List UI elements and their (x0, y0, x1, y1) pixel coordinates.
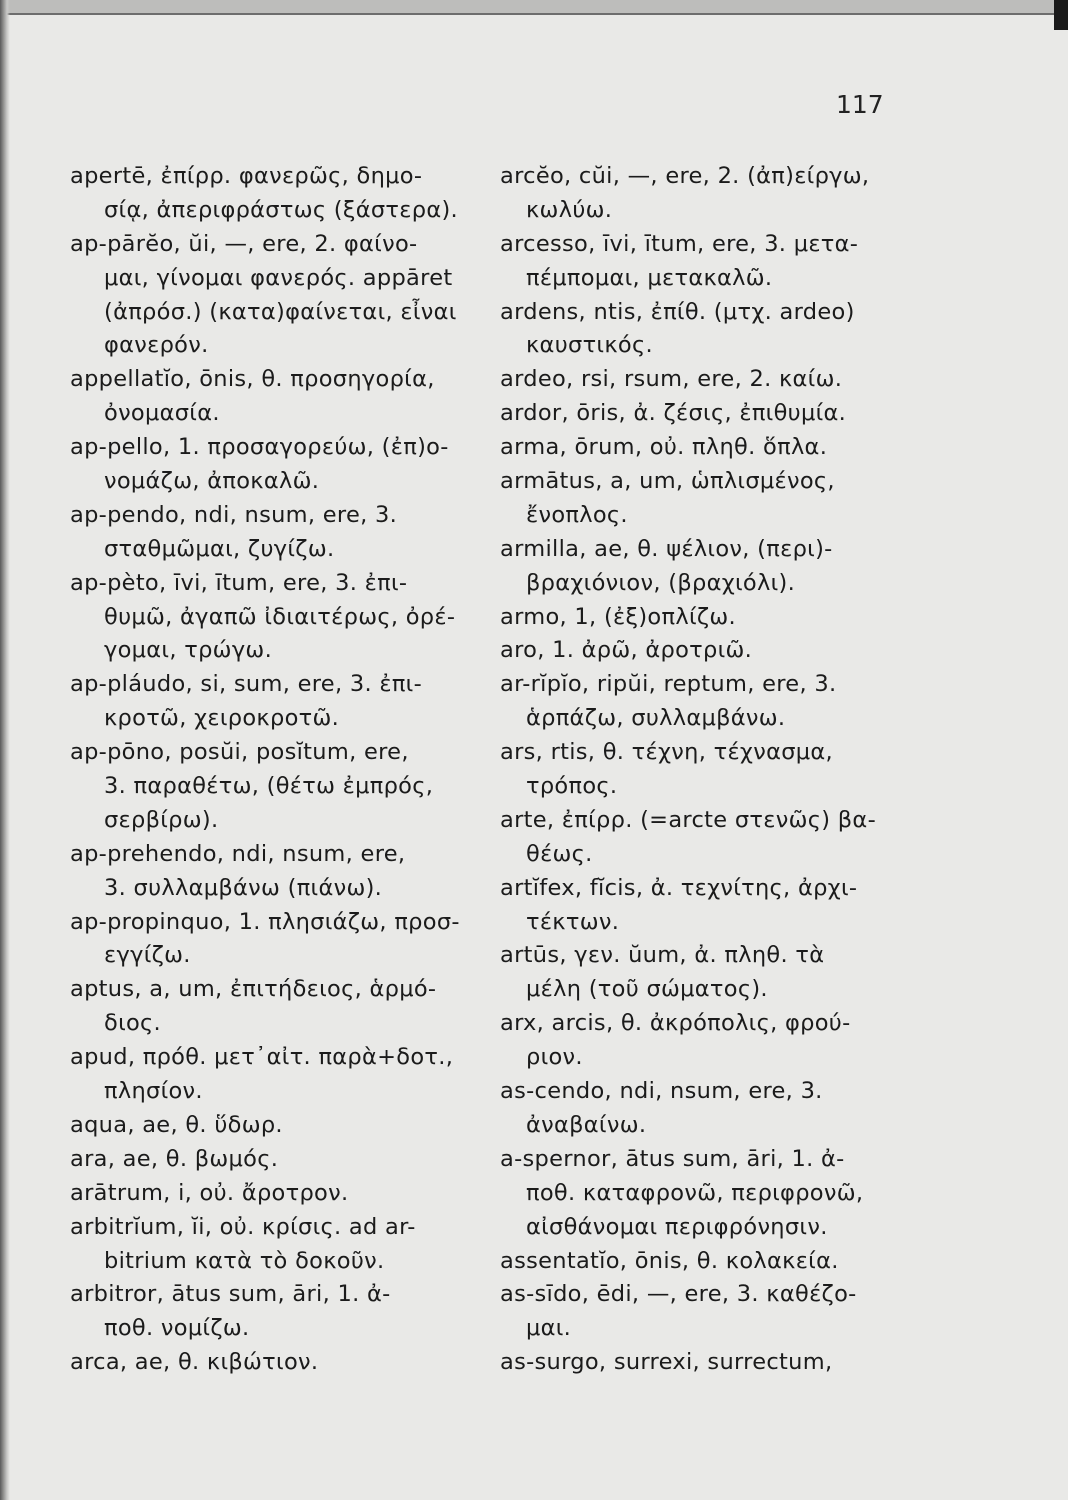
entry-continuation-line: bitrium κατὰ τὸ δοκοῦν. (104, 1247, 385, 1274)
entry-continuation-line: κωλύω. (526, 196, 613, 223)
entry-continuation-line: αἰσθάνομαι περιφρόνησιν. (526, 1213, 828, 1240)
entry-headword-line: apud, πρόθ. μετ᾽αἰτ. παρὰ+δοτ., (70, 1044, 454, 1071)
entry-continuation-line: βραχιόνιον, (βραχιόλι). (526, 569, 796, 596)
entry-continuation-line: γομαι, τρώγω. (104, 637, 273, 664)
entry-headword-line: apertē, ἐπίρρ. φανερῶς, δημο- (70, 163, 423, 189)
entry-continuation-line: (ἀπρόσ.) (κατα)φαίνεται, εἶναι (104, 298, 457, 325)
scan-top-edge (0, 0, 1068, 14)
entry-headword-line: as-sīdo, ēdi, —, ere, 3. καθέζο- (500, 1281, 857, 1308)
entry-headword-line: ap-pendo, ndi, nsum, ere, 3. (70, 501, 398, 528)
entry-headword-line: arx, arcis, θ. ἀκρόπολις, φρού- (500, 1010, 851, 1037)
entry-headword-line: artūs, γεν. ŭum, ἀ. πληθ. τὰ (500, 942, 825, 969)
scan-corner-mark (1054, 0, 1068, 30)
entry-headword-line: aro, 1. ἀρῶ, ἀροτριῶ. (500, 637, 753, 664)
entry-headword-line: arātrum, i, οὐ. ἄροτρον. (70, 1179, 349, 1206)
scan-top-rule (0, 13, 1068, 15)
entry-continuation-line: ἁρπάζω, συλλαμβάνω. (526, 705, 786, 732)
entry-continuation-line: 3. συλλαμβάνω (πιάνω). (104, 874, 383, 901)
entry-headword-line: ap-pōno, posŭi, posĭtum, ere, (70, 739, 409, 766)
entry-continuation-line: σταθμῶμαι, ζυγίζω. (104, 535, 335, 562)
entry-continuation-line: ποθ. νομίζω. (104, 1315, 250, 1342)
entry-continuation-line: σερβίρω). (104, 806, 219, 833)
entry-headword-line: ara, ae, θ. βωμός. (70, 1145, 279, 1172)
left-column (70, 160, 470, 1380)
entry-headword-line: as-surgo, surrexi, surrectum, (500, 1349, 833, 1376)
entry-headword-line: ap-prehendo, ndi, nsum, ere, (70, 840, 406, 867)
entry-continuation-line: ὀνομασία. (104, 400, 220, 427)
entry-continuation-line: τρόπος. (526, 773, 618, 800)
entry-headword-line: as-cendo, ndi, nsum, ere, 3. (500, 1078, 823, 1105)
entry-headword-line: ap-propinquo, 1. πλησιάζω, προσ- (70, 908, 460, 935)
entry-headword-line: ap-pello, 1. προσαγορεύω, (ἐπ)ο- (70, 434, 449, 461)
entry-headword-line: assentatĭo, ōnis, θ. κολακεία. (500, 1247, 839, 1274)
entry-headword-line: ardeo, rsi, rsum, ere, 2. καίω. (500, 366, 843, 393)
entry-continuation-line: καυστικός. (526, 332, 653, 359)
entry-continuation-line: ἀναβαίνω. (526, 1111, 647, 1138)
entry-headword-line: a-spernor, ātus sum, āri, 1. ἀ- (500, 1145, 845, 1172)
page-number: 117 (836, 90, 884, 119)
entry-headword-line: armilla, ae, θ. ψέλιον, (περι)- (500, 535, 833, 562)
entry-headword-line: arte, ἐπίρρ. (=arcte στενῶς) βα- (500, 806, 876, 833)
entry-continuation-line: φανερόν. (104, 332, 209, 359)
entry-continuation-line: ποθ. καταφρονῶ, περιφρονῶ, (526, 1179, 864, 1206)
entry-continuation-line: μαι, γίνομαι φανερός. appāret (104, 264, 453, 291)
entry-continuation-line: διος. (104, 1010, 162, 1037)
entry-continuation-line: θέως. (526, 840, 593, 867)
entry-continuation-line: σίᾳ, ἀπεριφράστως (ξάστερα). (104, 196, 458, 223)
entry-headword-line: armātus, a, um, ὡπλισμένος, (500, 468, 835, 495)
entry-continuation-line: ριον. (526, 1044, 583, 1071)
entry-continuation-line: πέμπομαι, μετακαλῶ. (526, 264, 773, 291)
entry-headword-line: ars, rtis, θ. τέχνη, τέχνασμα, (500, 739, 833, 766)
entry-headword-line: arcĕo, cŭi, —, ere, 2. (ἀπ)είργω, (500, 163, 870, 189)
entry-continuation-line: εγγίζω. (104, 942, 191, 969)
entry-headword-line: ardor, ōris, ἀ. ζέσις, ἐπιθυμία. (500, 400, 847, 427)
entry-headword-line: armo, 1, (ἐξ)οπλίζω. (500, 603, 736, 630)
entry-headword-line: ap-pārĕo, ŭi, —, ere, 2. φαίνο- (70, 230, 418, 257)
right-column (500, 160, 900, 1380)
entry-headword-line: arma, ōrum, οὐ. πληθ. ὅπλα. (500, 434, 828, 461)
entry-continuation-line: 3. παραθέτω, (θέτω ἐμπρός, (104, 773, 434, 800)
entry-headword-line: ar-rĭpĭo, ripŭi, reptum, ere, 3. (500, 671, 837, 698)
entry-continuation-line: νομάζω, ἀποκαλῶ. (104, 468, 320, 495)
entry-continuation-line: μαι. (526, 1315, 572, 1342)
entry-continuation-line: ἔνοπλος. (526, 501, 628, 528)
entry-headword-line: ap-pèto, īvi, ītum, ere, 3. ἐπι- (70, 569, 408, 596)
entry-headword-line: arca, ae, θ. κιβώτιον. (70, 1349, 319, 1376)
entry-headword-line: appellatĭo, ōnis, θ. προσηγορία, (70, 366, 435, 393)
entry-continuation-line: πλησίον. (104, 1078, 203, 1105)
entry-headword-line: arbitror, ātus sum, āri, 1. ἀ- (70, 1281, 391, 1308)
entry-headword-line: aptus, a, um, ἐπιτήδειος, ἁρμό- (70, 976, 437, 1003)
entry-headword-line: arcesso, īvi, ītum, ere, 3. μετα- (500, 230, 859, 257)
entry-continuation-line: κροτῶ, χειροκροτῶ. (104, 705, 340, 732)
entry-continuation-line: μέλη (τοῦ σώματος). (526, 976, 768, 1003)
entry-headword-line: artĭfex, fĭcis, ἀ. τεχνίτης, ἀρχι- (500, 874, 858, 901)
entry-continuation-line: τέκτων. (526, 908, 620, 935)
entry-continuation-line: θυμῶ, ἀγαπῶ ἰδιαιτέρως, ὀρέ- (104, 603, 456, 630)
entry-headword-line: ardens, ntis, ἐπίθ. (μτχ. ardeo) (500, 298, 855, 325)
entry-headword-line: arbitrĭum, ĭi, οὐ. κρίσις. ad ar- (70, 1213, 416, 1240)
binding-shadow (0, 0, 10, 1500)
entry-headword-line: aqua, ae, θ. ὕδωρ. (70, 1111, 283, 1138)
entry-headword-line: ap-pláudo, si, sum, ere, 3. ἐπι- (70, 671, 423, 698)
